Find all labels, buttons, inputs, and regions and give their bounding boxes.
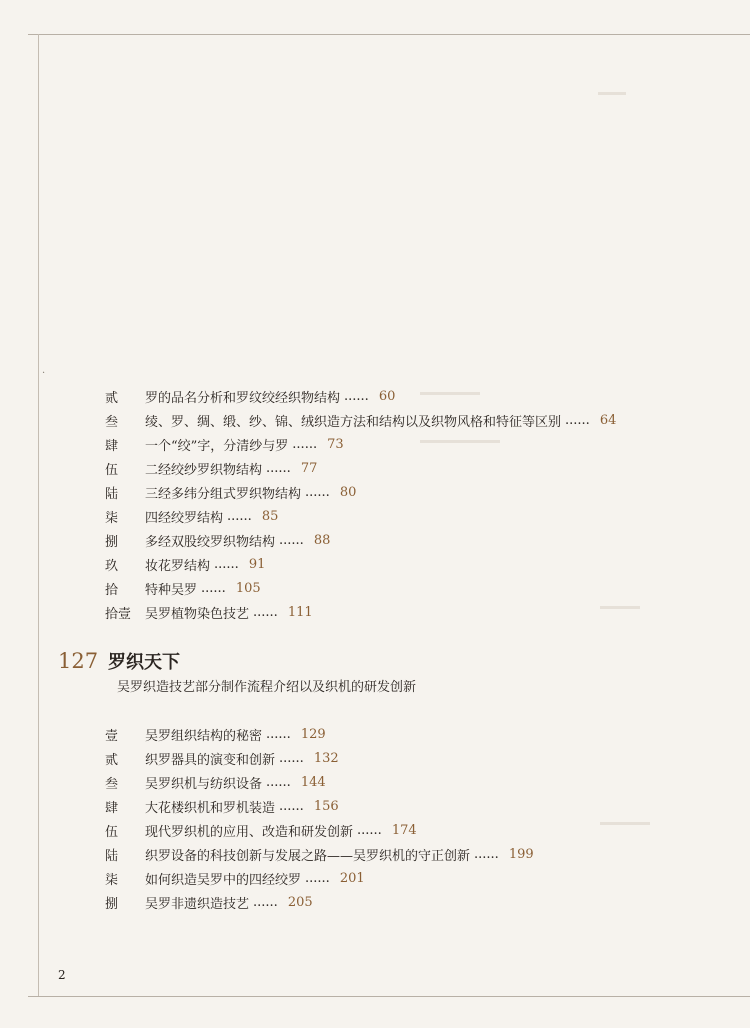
- chapter-page-number: 77: [300, 460, 318, 476]
- leader-dots: ......: [214, 556, 239, 572]
- chapter-page-number: 174: [391, 822, 417, 838]
- leader-dots: ......: [344, 388, 369, 404]
- chapter-number: 拾壹: [105, 606, 132, 622]
- chapter-title: 如何织造吴罗中的四经绞罗: [145, 872, 302, 888]
- chapter-page-number: 80: [339, 484, 357, 500]
- toc-entry: [105, 770, 534, 794]
- chapter-number: 柒: [105, 510, 119, 526]
- chapter-page-number: 201: [339, 870, 365, 886]
- toc-entry: [105, 384, 616, 408]
- chapter-number: 陆: [105, 486, 119, 502]
- chapter-title: 织罗器具的演变和创新: [145, 752, 276, 768]
- chapter-title: 织罗设备的科技创新与发展之路——吴罗织机的守正创新: [145, 848, 471, 864]
- toc-entry: [105, 480, 616, 504]
- leader-dots: ......: [292, 436, 318, 452]
- chapter-number: 叁: [105, 414, 119, 430]
- toc-entry: [105, 528, 616, 552]
- chapter-page-number: 129: [300, 726, 326, 742]
- toc-entry: [105, 818, 534, 842]
- chapter-title: 多经双股绞罗织物结构: [145, 534, 276, 550]
- chapter-number: 贰: [105, 752, 119, 768]
- chapter-number: 肆: [105, 438, 119, 454]
- toc-entry: [105, 794, 534, 818]
- leader-dots: ......: [227, 508, 252, 524]
- bleed-through-mark: [598, 92, 626, 95]
- chapter-page-number: 60: [378, 388, 396, 404]
- chapter-page-number: 111: [287, 604, 313, 620]
- chapter-page-number: 156: [313, 798, 339, 814]
- toc-entry: [105, 504, 616, 528]
- toc-entry: [105, 432, 616, 456]
- chapter-title: 现代罗织机的应用、改造和研发创新: [145, 824, 354, 840]
- chapter-title: 三经多纬分组式罗织物结构: [145, 486, 302, 502]
- toc-list-part1: [105, 384, 616, 624]
- leader-dots: ......: [201, 580, 226, 596]
- chapter-title: 吴罗非遗织造技艺: [145, 896, 250, 912]
- toc-entry: [105, 866, 534, 890]
- chapter-page-number: 132: [313, 750, 339, 766]
- section-title: 罗织天下: [108, 652, 180, 673]
- leader-dots: ......: [266, 774, 291, 790]
- leader-dots: ......: [279, 798, 304, 814]
- leader-dots: ......: [305, 870, 330, 886]
- chapter-title: 妆花罗结构: [145, 558, 211, 574]
- chapter-page-number: 73: [327, 436, 344, 452]
- chapter-title: 四经绞罗结构: [145, 510, 224, 526]
- leader-dots: ......: [279, 750, 304, 766]
- chapter-page-number: 88: [313, 532, 331, 548]
- leader-dots: ......: [357, 822, 382, 838]
- chapter-page-number: 105: [235, 580, 261, 596]
- chapter-title: 一个“绞”字，分清纱与罗: [145, 438, 289, 454]
- chapter-page-number: 64: [599, 412, 617, 428]
- chapter-title: 二经绞纱罗织物结构: [145, 462, 263, 478]
- toc-entry: [105, 890, 534, 914]
- leader-dots: ......: [253, 604, 278, 620]
- chapter-number: 陆: [105, 848, 119, 864]
- toc-entry: [105, 842, 534, 866]
- leader-dots: ......: [279, 532, 304, 548]
- toc-entry: [105, 552, 616, 576]
- section-subtitle: 吴罗织造技艺部分制作流程介绍以及织机的研发创新: [117, 680, 417, 695]
- chapter-title: 吴罗织机与纺织设备: [145, 776, 263, 792]
- toc-entry: [105, 408, 616, 432]
- chapter-number: 捌: [105, 534, 119, 550]
- chapter-page-number: 144: [300, 774, 326, 790]
- leader-dots: ......: [266, 460, 291, 476]
- chapter-number: 柒: [105, 872, 119, 888]
- chapter-title: 罗的品名分析和罗纹绞经织物结构: [145, 390, 341, 406]
- leader-dots: ......: [253, 894, 278, 910]
- chapter-title: 吴罗植物染色技艺: [145, 606, 250, 622]
- chapter-number: 肆: [105, 800, 119, 816]
- section-heading: [58, 648, 180, 674]
- chapter-title: 特种吴罗: [145, 582, 198, 598]
- paper-speck: ·: [42, 368, 46, 379]
- toc-list-part2: [105, 722, 534, 914]
- chapter-number: 玖: [105, 558, 119, 574]
- leader-dots: ......: [305, 484, 330, 500]
- toc-entry: [105, 576, 616, 600]
- toc-entry: [105, 722, 534, 746]
- chapter-number: 壹: [105, 728, 119, 744]
- chapter-title: 大花楼织机和罗机装造: [145, 800, 276, 816]
- chapter-number: 拾: [105, 582, 119, 598]
- leader-dots: ......: [565, 412, 590, 428]
- chapter-number: 捌: [105, 896, 119, 912]
- chapter-title: 绫、罗、绸、缎、纱、锦、绒织造方法和结构以及织物风格和特征等区别: [145, 414, 562, 430]
- top-rule: [28, 34, 750, 35]
- chapter-page-number: 85: [261, 508, 279, 524]
- left-margin-rule: [38, 34, 39, 996]
- leader-dots: ......: [266, 726, 291, 742]
- chapter-title: 吴罗组织结构的秘密: [145, 728, 263, 744]
- chapter-number: 贰: [105, 390, 119, 406]
- toc-entry: [105, 746, 534, 770]
- bottom-rule: [28, 996, 750, 997]
- chapter-page-number: 205: [287, 894, 313, 910]
- chapter-number: 伍: [105, 824, 119, 840]
- chapter-number: 伍: [105, 462, 119, 478]
- toc-entry: [105, 600, 616, 624]
- chapter-page-number: 91: [248, 556, 266, 572]
- toc-entry: [105, 456, 616, 480]
- chapter-number: 叁: [105, 776, 119, 792]
- leader-dots: ......: [474, 846, 499, 862]
- page-folio: 2: [58, 968, 66, 982]
- bleed-through-mark: [600, 822, 650, 825]
- section-page-number: 127: [58, 649, 99, 673]
- chapter-page-number: 199: [508, 846, 534, 862]
